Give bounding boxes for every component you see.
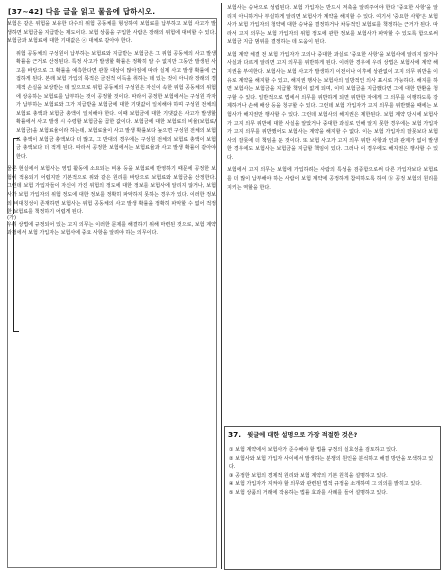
passage-paragraph: 보험에서 고지 의무는 보험에 가입하려는 사람의 특성을 검증함으로써 다른 가입자보다 보험료를 더 많이 납부해야 하는 사람이 보험 계약에 공정하게 참여하도록 하여 ⓑ 공정 보험의 원리를 지키는 역할을 한다. [227,167,438,191]
choice-4[interactable]: ④ 보험 가입자가 지켜야 할 의무와 관련된 법적 규정을 소개하며 그 의의를 밝히고 있다. [229,481,422,488]
passage-paragraph: 물론 현실에서 보험사는 영업 활동에 소요되는 비용 등을 보험료에 반영하기 때문에 공정한 보험이 적용되기 어렵지만 기본적으로 위와 같은 원리를 바탕으로 보험료와 보험금을 산정한다. 그런데 보험 가입자들이 자신이 가진 위험의 정도에 대한 정보를 보험사에 알리지 않거나, 보험사가 보험 가입자의 위험 정도에 대한 정보를 정확히 파악하지 못하는 경우가 있다. 이러한 정보의 비대칭성이 존재하면 보험사는 위험 공동체의 사고 발생 확률을 정확히 파악할 수 없어 적정한 보험료를 책정하기 어렵게 된다. [7,166,216,216]
column-divider [221,3,222,569]
passage-right-column [227,4,438,192]
passage-paragraph: 위험 공동체의 구성원이 납부하는 보험료와 지급받는 보험금은 그 위험 공동체의 사고 발생 확률을 근거로 산정된다. 특정 사고가 발생할 확률은 정확히 알 수 없지만 그동안 발생된 사고를 바탕으로 그 확률을 예측한다면 관찰 대상이 많아짐에 따라 실제 사고 발생 확률에 근접하게 된다. 본래 보험 가입의 목적은 금전적 이득을 취하는 데 있는 것이 아니라 장래의 경제적 손실을 보상받는 데 있으므로 위험 공동체의 구성원은 자신이 속한 위험 공동체의 위험에 상응하는 보험료를 납부하는 것이 공정할 것이다. 따라서 공정한 보험에서는 구성원 각자가 납부하는 보험료와 그가 지급받을 보험금에 대한 기댓값이 일치해야 하며 구성원 전체의 보험료 총액과 보험금 총액이 일치해야 한다. 이때 보험금에 대한 기댓값은 사고가 발생할 확률에서 사고 발생 시 수령할 보험금을 곱한 값이다. 보험금에 대한 보험료의 비율(보험료/보험금)을 보험료율이라 하는데, 보험료율이 사고 발생 확률보다 높으면 구성원 전체의 보험료 총액이 보험금 총액보다 더 많고, 그 반대의 경우에는 구성원 전체의 보험료 총액이 보험금 총액보다 더 적게 된다. 따라서 공정한 보험에서는 보험료율과 사고 발생 확률이 같아야 한다. [16,50,217,160]
answer-choices [229,446,435,497]
ga-label: (가) [7,215,17,221]
question-number: 37. [228,430,242,439]
passage-paragraph: 보험사는 승낙으로 성립된다. 보험 가입자는 반드시 저축을 알려주어야 한다 '중요한 사항'을 알리지 아니하거나 부실하게 알리면 보험사가 계약을 해지할 수 있다. 여기서 '중요한 사항'은 보험사가 보험 가입자의 청약에 대한 승낙을 결정하거나 차등적인 보험료를 책정하는 근거가 된다. 따라서 고지 의무는 보험 가입자의 위험 정도에 관한 정보를 보험사가 파악할 수 있도록 함으로써 보험금 지급 범위를 결정하는 데 도움이 된다. [227,5,438,46]
question-37 [228,430,436,439]
passage-paragraph: 보험은 같은 위험을 보유한 다수의 위험 공동체를 형성하여 보험료를 납부하고 보험 사고가 발생하면 보험금을 지급받는 제도이다. 보험 상품을 구입한 사람은 장래의 위험에 대비할 수 있다. 보험금과 보험료에 대한 기대값은 ⓐ 대체로 같아야 한다. [7,21,216,45]
choice-3[interactable]: ③ 공정한 보험의 경제적 원리와 보험 계약의 기본 원칙을 설명하고 있다. [229,472,388,479]
choice-2[interactable]: ② 보험사와 보험 가입자 사이에서 발생하는 분쟁의 원인을 분석하고 해결 방안을 모색하고 있다. [229,455,434,471]
passage-paragraph: 우리 상법에 규정되어 있는 고지 의무는 이러한 문제를 해결하기 위해 마련된 것으로, 보험 계약 과정에서 보험 가입자는 보험사에 중요 사항을 알려야 하는 의무이다. [7,221,216,237]
choice-1[interactable]: ① 보험 계약에서 보험사가 준수해야 할 법률 규정의 실효성을 검토하고 있다. [229,447,398,453]
question-text: 윗글에 대한 설명으로 가장 적절한 것은? [247,432,358,439]
passage-left-column [7,20,216,238]
section-header: [37~42] 다음 글을 읽고 물음에 답하시오. [8,7,156,16]
choice-5[interactable]: ⑤ 보험 상품의 거래에 작용하는 법률 효과를 사례를 들어 설명하고 있다. [229,489,388,496]
passage-paragraph: 보험 계약 체결 전 보험 가입자가 고의나 중대한 과실로 '중요한 사항'을 보험사에 알리지 않거나 사실과 다르게 알리면 고지 의무를 위반하게 된다. 이러한 경우에 우리 상법은 보험사에 계약 해지권을 부여한다. 보험사는 보험 사고가 발생하기 이전이나 이후에 상관없이 고지 의무 위반을 이유로 계약을 해지할 수 있고, 해지권 행사는 보험사의 일방적인 의사 표시로 가능하다. 해지를 하면 보험사는 보험금을 지급할 책임이 없게 되며, 이미 보험금을 지급했다면 그에 대한 반환을 청구할 수 있다. 일반적으로 법에서 의무를 위반하게 되면 위반한 자에게 그 의무를 이행하도록 강제하거나 손해 배상 등을 청구할 수 있다. 그런데 보험 가입자가 고지 의무를 위반했을 때에는 보험사가 해지권만 행사할 수 있다. 그런데 보험사의 해지권은 제한된다. 보험 계약 당시에 보험사가 고지 의무 위반에 대한 사실을 알았거나 중대한 과실로 인해 알지 못한 경우에는 보험 가입자가 고지 의무를 위반했어도 보험사는 계약을 해지할 수 없다. 이는 보험 가입자의 잘못보다 보험사의 잘못에 더 책임을 둔 것이다. 또 보험 사고가 고지 의무 위반 사항과 인과 관계가 없이 발생한 경우에도 보험사는 보험금을 지급할 책임이 있다. 그러나 이 경우에도 해지권은 행사할 수 있다. [227,51,438,161]
